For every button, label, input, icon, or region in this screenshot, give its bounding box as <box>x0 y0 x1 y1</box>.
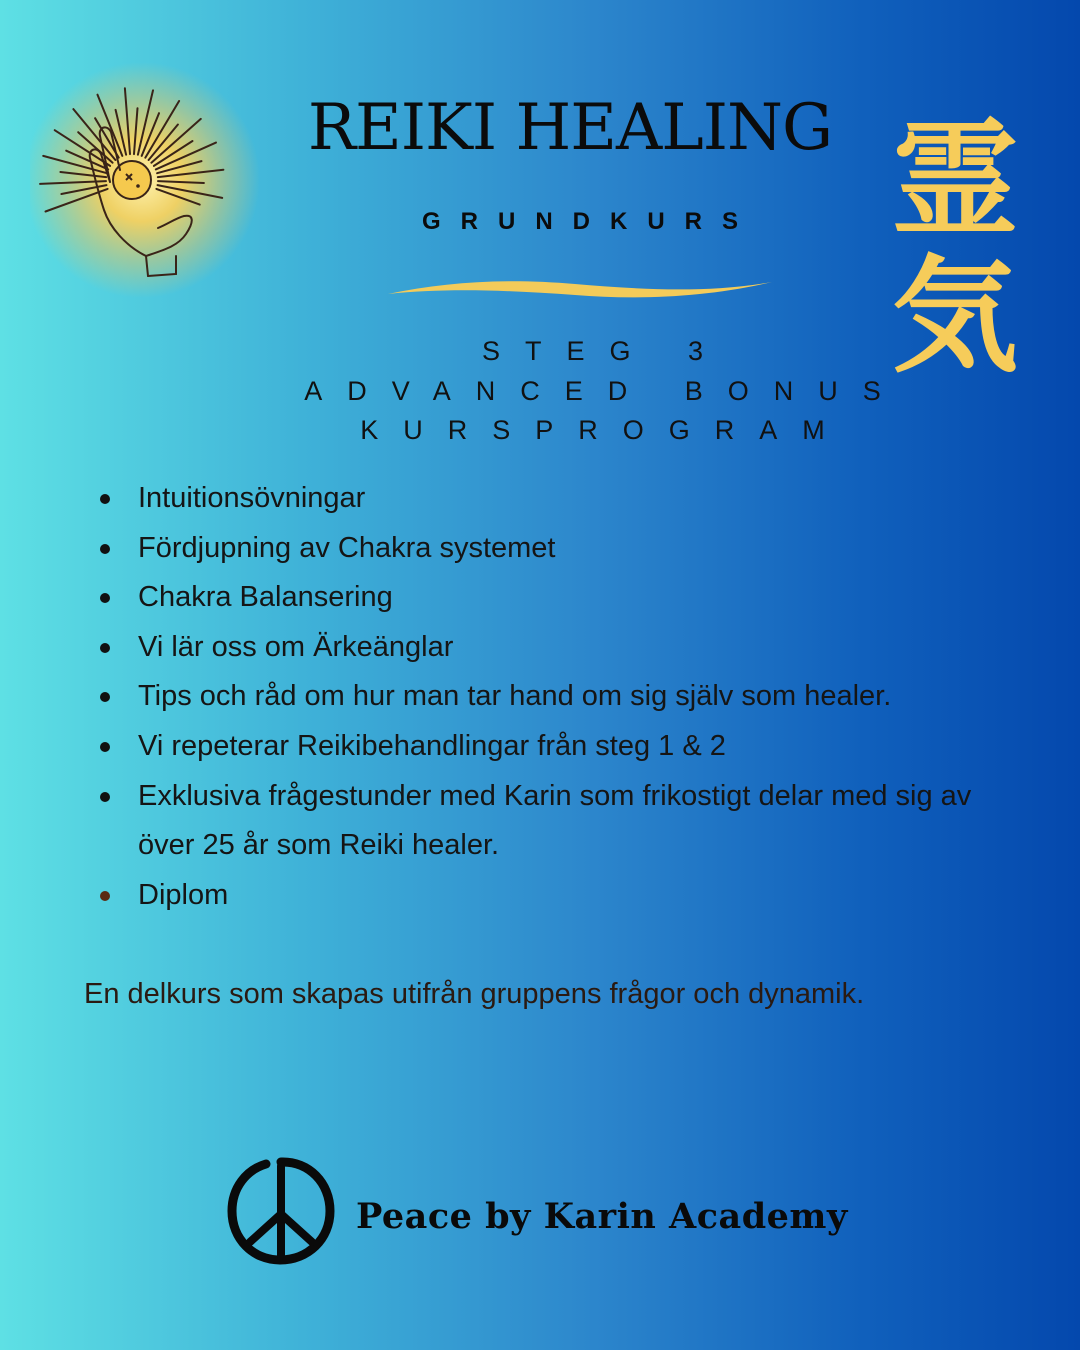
list-item: Exklusiva frågestunder med Karin som frikostigt delar med sig av över 25 år som Reiki healer. <box>92 772 1012 871</box>
course-bullet-list <box>92 474 1012 920</box>
bullet-icon <box>100 494 110 504</box>
list-item: Fördjupning av Chakra systemet <box>92 524 1012 574</box>
list-item: Intuitionsövningar <box>92 474 1012 524</box>
advanced-heading: ADVANCED BONUS <box>304 376 906 406</box>
list-item: Diplom <box>92 871 1012 921</box>
kanji-rei: 霊 <box>892 106 1018 254</box>
page-title: REIKI HEALING <box>307 91 833 165</box>
list-item: Vi lär oss om Ärkeänglar <box>92 623 1012 673</box>
bullet-icon <box>100 742 110 752</box>
bullet-icon <box>100 593 110 603</box>
brand-name: Peace by Karin Academy <box>356 1196 848 1237</box>
course-subtitle: GRUNDKURS <box>422 208 758 235</box>
bullet-icon <box>100 792 110 802</box>
bullet-icon <box>100 692 110 702</box>
bullet-icon <box>100 643 110 653</box>
step-heading: STEG 3 <box>481 336 729 366</box>
list-item: Vi repeterar Reikibehandlingar från steg 1 & 2 <box>92 722 1012 772</box>
list-item: Tips och råd om hur man tar hand om sig själv som healer. <box>92 672 1012 722</box>
wave-divider <box>385 272 775 306</box>
bullet-icon <box>100 544 110 554</box>
course-note: En delkurs som skapas utifrån gruppens frågor och dynamik. <box>84 978 865 1010</box>
list-item: Chakra Balansering <box>92 573 1012 623</box>
bullet-icon <box>100 891 110 901</box>
program-heading: KURSPROGRAM <box>360 415 850 445</box>
kanji-ki: 気 <box>892 242 1018 390</box>
peace-symbol-icon <box>226 1156 336 1266</box>
